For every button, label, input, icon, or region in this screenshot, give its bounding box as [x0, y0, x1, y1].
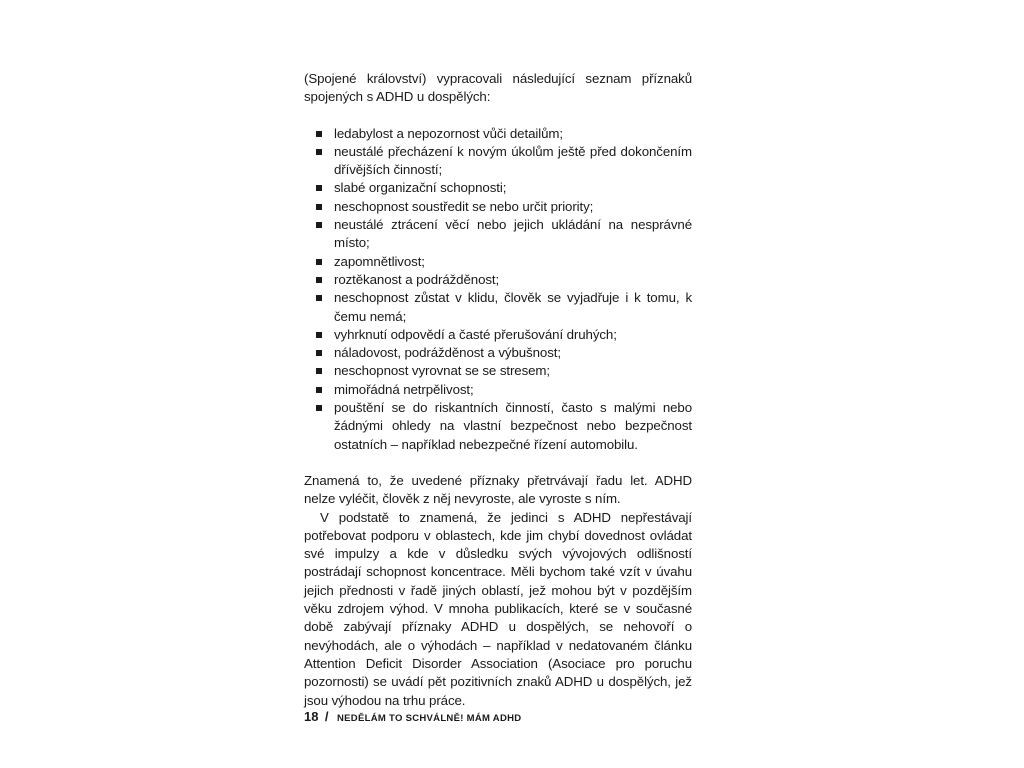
- list-item: ledabylost a nepozornost vůči detailům;: [304, 125, 692, 143]
- list-item: vyhrknutí odpovědí a časté přerušování druhých;: [304, 326, 692, 344]
- list-item: zapomnětlivost;: [304, 253, 692, 271]
- symptom-list: [304, 125, 692, 454]
- list-item: mimořádná netrpělivost;: [304, 381, 692, 399]
- list-item: neustálé ztrácení věcí nebo jejich ukládání na nesprávné místo;: [304, 216, 692, 253]
- list-item: pouštění se do riskantních činností, často s malými nebo žádnými ohledy na vlastní bezpečnost nebo bezpečnost ostatních – například nebezpečné řízení automobilu.: [304, 399, 692, 454]
- body-paragraph-2: V podstatě to znamená, že jedinci s ADHD nepřestávají potřebovat podporu v oblastech, kde jim chybí dovednost ovládat své impulzy a kde v důsledku svých vývojových odlišností postrádají schopnost koncentrace. Měli bychom také vzít v úvahu jejich přednosti v řadě jiných oblastí, jež mohou být v pozdějším věku zdrojem výhod. V mnoha publikacích, které se v současné době zabývají příznaky ADHD u dospělých, se nehovoří o nevýhodách, ale o výhodách – například v nedatovaném článku Attention Deficit Disorder Association (Asociace pro poruchu pozornosti) se uvádí pět pozitivních znaků ADHD u dospělých, jež jsou výhodou na trhu práce.: [304, 509, 692, 708]
- list-item: neschopnost soustředit se nebo určit priority;: [304, 198, 692, 216]
- page-body: [304, 70, 692, 710]
- page-number: 18: [304, 709, 319, 724]
- list-item: slabé organizační schopnosti;: [304, 179, 692, 197]
- list-item: neustálé přecházení k novým úkolům ještě před dokončením dřívějších činností;: [304, 143, 692, 180]
- running-title: NEDĚLÁM TO SCHVÁLNĚ! MÁM ADHD: [337, 713, 522, 724]
- footer-separator: /: [324, 709, 329, 724]
- list-item: roztěkanost a podrážděnost;: [304, 271, 692, 289]
- list-item: náladovost, podrážděnost a výbušnost;: [304, 344, 692, 362]
- page-footer: [304, 708, 521, 726]
- body-paragraph-1: Znamená to, že uvedené příznaky přetrvávají řadu let. ADHD nelze vyléčit, člověk z něj nevyroste, ale vyroste s ním.: [304, 472, 692, 507]
- intro-paragraph: (Spojené království) vypracovali následující seznam příznaků spojených s ADHD u dospělých:: [304, 71, 692, 105]
- list-item: neschopnost zůstat v klidu, člověk se vyjadřuje i k tomu, k čemu nemá;: [304, 289, 692, 326]
- list-item: neschopnost vyrovnat se se stresem;: [304, 362, 692, 380]
